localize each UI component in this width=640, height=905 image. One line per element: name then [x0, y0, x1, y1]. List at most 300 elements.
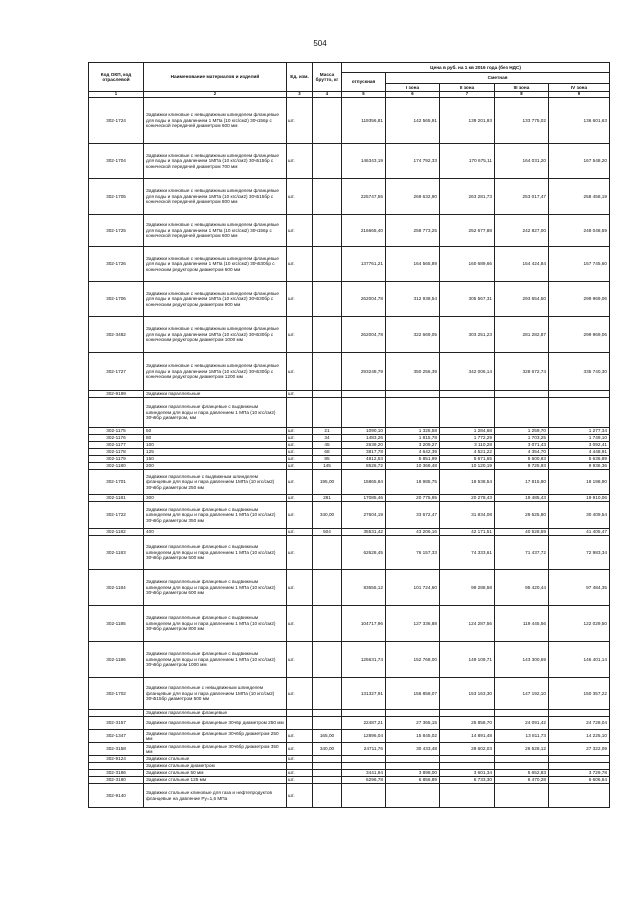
zone-4-price: 9 936,36 — [549, 463, 610, 470]
unit: шт. — [287, 435, 313, 442]
table-row — [89, 529, 610, 536]
header-estimate-price: Сметная — [386, 73, 610, 84]
zone-3-price: 119 445,56 — [495, 606, 549, 642]
unit: шт. — [287, 570, 313, 606]
product-code: 302-1725 — [89, 215, 144, 247]
gross-mass — [313, 763, 342, 770]
zone-3-price: 253 017,47 — [495, 179, 549, 215]
gross-mass — [313, 606, 342, 642]
zone-1-price: 1 815,78 — [386, 435, 440, 442]
product-code: 302-3158 — [89, 743, 144, 756]
unit: шт. — [287, 98, 313, 144]
zone-1-price: 3 209,27 — [386, 442, 440, 449]
zone-3-price: 95 420,44 — [495, 570, 549, 606]
zone-2-price: 74 333,61 — [440, 536, 495, 570]
zone-1-price: 156 858,07 — [386, 678, 440, 710]
release-price: 262004,78 — [342, 317, 386, 353]
zone-4-price: 299 969,06 — [549, 317, 610, 353]
gross-mass — [313, 353, 342, 391]
zone-2-price: 1 772,29 — [440, 435, 495, 442]
zone-4-price: 5 636,89 — [549, 456, 610, 463]
zone-1-price: 152 768,00 — [386, 642, 440, 678]
table-body — [89, 98, 610, 808]
zone-1-price: 10 368,48 — [386, 463, 440, 470]
unit: шт. — [287, 449, 313, 456]
product-name: Задвижки параллельные фланцевые с выдвижным шпинделем для воды и пара давлением 1 МПа (10 кгс/см2) 30ч6бр диаметром 800 мм — [144, 606, 287, 642]
zone-4-price — [549, 784, 610, 808]
table-row — [89, 144, 610, 179]
unit: шт. — [287, 179, 313, 215]
zone-1-price: 258 773,25 — [386, 215, 440, 247]
zone-1-price: 1 325,58 — [386, 428, 440, 435]
unit: шт. — [287, 442, 313, 449]
gross-mass — [313, 570, 342, 606]
product-name: Задвижки параллельные фланцевые с выдвижным шпинделем для воды и пара давлением 1 МПа (10 кгс/см2) 30ч6бр диаметром, мм — [144, 398, 287, 428]
column-number: 6 — [386, 92, 440, 98]
unit: шт. — [287, 456, 313, 463]
zone-3-price: 3 071,43 — [495, 442, 549, 449]
unit: шт. — [287, 470, 313, 495]
zone-2-price: 3 110,28 — [440, 442, 495, 449]
unit: шт. — [287, 215, 313, 247]
gross-mass: 504 — [313, 529, 342, 536]
release-price: 262004,78 — [342, 282, 386, 317]
zone-1-price: 127 336,88 — [386, 606, 440, 642]
product-code: 302-1726 — [89, 247, 144, 282]
zone-2-price: 20 278,43 — [440, 495, 495, 502]
zone-3-price: 17 815,80 — [495, 470, 549, 495]
release-price: 104717,96 — [342, 606, 386, 642]
product-name: Задвижки клиновые с невыдвижным шпинделем фланцевые для воды и пара давлением 1МПа (10 кгс/см2) 30ч515бр с конической передачей диаметром 700 мм — [144, 144, 287, 179]
table-row — [89, 730, 610, 743]
zone-3-price — [495, 710, 549, 717]
product-code — [89, 398, 144, 428]
header-price-group: Цена в руб. на 1 кв 2016 года (без НДС) — [342, 63, 610, 73]
zone-4-price: 30 409,54 — [549, 502, 610, 529]
product-code: 302-9140 — [89, 784, 144, 808]
header-name: Наименование материалов и изделий — [144, 63, 287, 92]
gross-mass — [313, 770, 342, 777]
product-code: 302-1724 — [89, 98, 144, 144]
zone-4-price: 14 225,10 — [549, 730, 610, 743]
table-row — [89, 215, 610, 247]
zone-2-price: 305 567,31 — [440, 282, 495, 317]
product-name: 100 — [144, 442, 287, 449]
table-row — [89, 98, 610, 144]
gross-mass: 45 — [313, 442, 342, 449]
product-name: Задвижки стальные диаметром — [144, 763, 287, 770]
product-name: Задвижки параллельные фланцевые с выдвижным шпинделем для воды и пара давлением 1 МПа (10 кгс/см2) 30ч6бр диаметром 1000 мм — [144, 642, 287, 678]
product-code: 302-1182 — [89, 529, 144, 536]
zone-4-price: 150 357,22 — [549, 678, 610, 710]
table-row — [89, 463, 610, 470]
zone-1-price: 76 157,33 — [386, 536, 440, 570]
table-row — [89, 536, 610, 570]
gross-mass — [313, 642, 342, 678]
gross-mass — [313, 98, 342, 144]
zone-3-price: 19 485,43 — [495, 495, 549, 502]
zone-4-price: 1 749,10 — [549, 435, 610, 442]
zone-1-price: 6 856,89 — [386, 777, 440, 784]
zone-1-price: 164 565,89 — [386, 247, 440, 282]
product-code: 302-1186 — [89, 642, 144, 678]
unit: шт. — [287, 536, 313, 570]
zone-3-price: 4 354,70 — [495, 449, 549, 456]
zone-4-price — [549, 710, 610, 717]
zone-3-price: 164 031,20 — [495, 144, 549, 179]
gross-mass — [313, 536, 342, 570]
zone-2-price: 139 201,93 — [440, 98, 495, 144]
zone-2-price: 170 675,11 — [440, 144, 495, 179]
release-price — [342, 391, 386, 398]
release-price: 131327,91 — [342, 678, 386, 710]
product-code: 302-1178 — [89, 449, 144, 456]
zone-1-price: 18 985,75 — [386, 470, 440, 495]
product-code: 302-1175 — [89, 428, 144, 435]
gross-mass: 195,00 — [313, 470, 342, 495]
gross-mass: 340,00 — [313, 743, 342, 756]
header-unit: Ед. изм. — [287, 63, 313, 92]
table-row — [89, 398, 610, 428]
table-row — [89, 763, 610, 770]
unit — [287, 763, 313, 770]
release-price: 2639,20 — [342, 442, 386, 449]
product-code: 302-1706 — [89, 282, 144, 317]
table-row — [89, 247, 610, 282]
gross-mass — [313, 756, 342, 763]
zone-3-price: 281 282,87 — [495, 317, 549, 353]
zone-4-price: 27 322,09 — [549, 743, 610, 756]
zone-4-price — [549, 398, 610, 428]
release-price: 3817,78 — [342, 449, 386, 456]
zone-3-price: 6 470,28 — [495, 777, 549, 784]
zone-3-price: 29 525,80 — [495, 502, 549, 529]
unit: шт. — [287, 678, 313, 710]
zone-3-price: 26 528,12 — [495, 743, 549, 756]
header-zone-3: III зона — [495, 84, 549, 92]
product-code: 302-9124 — [89, 756, 144, 763]
product-name: Задвижки параллельные — [144, 391, 287, 398]
release-price: 225747,55 — [342, 179, 386, 215]
zone-2-price — [440, 784, 495, 808]
unit: шт. — [287, 784, 313, 808]
product-code — [89, 710, 144, 717]
zone-3-price — [495, 391, 549, 398]
zone-3-price: 13 811,73 — [495, 730, 549, 743]
product-name: Задвижки стальные 50 мм — [144, 770, 287, 777]
zone-4-price: 335 740,30 — [549, 353, 610, 391]
header-zone-2: II зона — [440, 84, 495, 92]
release-price: 293248,79 — [342, 353, 386, 391]
product-name: Задвижки параллельные фланцевые с выдвижным шпинделем для воды и пара давлением 1 МПа (10 кгс/см2) 30ч6бр диаметром 350 мм — [144, 502, 287, 529]
release-price: 119356,81 — [342, 98, 386, 144]
product-code — [89, 763, 144, 770]
zone-1-price — [386, 710, 440, 717]
table-row — [89, 428, 610, 435]
product-name: Задвижки параллельные с выдвижным шпинделем фланцевые для воды и пара давлением 1МПа (10 кгс/см2) 30ч6бр диаметром 250 мм — [144, 470, 287, 495]
product-name: Задвижки клиновые с невыдвижным шпинделем фланцевые для воды и пара давлением 1МПа (10 кгс/см2) 30ч530бр с коническим редуктором диаметром 1000 мм — [144, 317, 287, 353]
product-code: 302-3482 — [89, 317, 144, 353]
table-row — [89, 743, 610, 756]
product-code: 302-1705 — [89, 179, 144, 215]
zone-2-price — [440, 391, 495, 398]
release-price: 8526,72 — [342, 463, 386, 470]
zone-3-price — [495, 398, 549, 428]
release-price: 216665,40 — [342, 215, 386, 247]
zone-4-price: 258 458,19 — [549, 179, 610, 215]
unit: шт. — [287, 495, 313, 502]
product-code: 302-1347 — [89, 730, 144, 743]
zone-1-price: 20 775,95 — [386, 495, 440, 502]
column-number: 4 — [313, 92, 342, 98]
zone-4-price — [549, 763, 610, 770]
zone-3-price — [495, 756, 549, 763]
zone-1-price: 142 565,91 — [386, 98, 440, 144]
unit: шт. — [287, 428, 313, 435]
gross-mass — [313, 144, 342, 179]
zone-2-price — [440, 756, 495, 763]
product-code: 302-3186 — [89, 770, 144, 777]
release-price: 4812,53 — [342, 456, 386, 463]
gross-mass — [313, 317, 342, 353]
zone-4-price: 72 983,34 — [549, 536, 610, 570]
table-row — [89, 717, 610, 730]
table-row — [89, 282, 610, 317]
product-code: 302-1702 — [89, 678, 144, 710]
column-number: 8 — [495, 92, 549, 98]
zone-3-price: 147 192,10 — [495, 678, 549, 710]
column-number: 3 — [287, 92, 313, 98]
zone-3-price: 5 600,83 — [495, 456, 549, 463]
gross-mass: 165,00 — [313, 730, 342, 743]
release-price: 3441,94 — [342, 770, 386, 777]
release-price: 62628,45 — [342, 536, 386, 570]
table-row — [89, 391, 610, 398]
unit: шт. — [287, 282, 313, 317]
release-price: 24711,76 — [342, 743, 386, 756]
gross-mass: 281 — [313, 495, 342, 502]
table-row — [89, 784, 610, 808]
product-code: 302-1701 — [89, 470, 144, 495]
zone-2-price: 124 287,56 — [440, 606, 495, 642]
gross-mass — [313, 282, 342, 317]
release-price: 15865,84 — [342, 470, 386, 495]
unit: шт. — [287, 606, 313, 642]
product-code: 302-3157 — [89, 717, 144, 730]
zone-2-price: 4 521,22 — [440, 449, 495, 456]
product-name: 125 — [144, 449, 287, 456]
zone-3-price: 328 672,74 — [495, 353, 549, 391]
zone-3-price: 5 652,83 — [495, 770, 549, 777]
table-row — [89, 495, 610, 502]
product-code: 302-1185 — [89, 606, 144, 642]
zone-2-price: 25 858,70 — [440, 717, 495, 730]
unit: шт. — [287, 502, 313, 529]
table-row — [89, 710, 610, 717]
table-row — [89, 770, 610, 777]
zone-4-price: 122 029,50 — [549, 606, 610, 642]
release-price: 6296,78 — [342, 777, 386, 784]
column-number: 1 — [89, 92, 144, 98]
product-name: Задвижки клиновые с невыдвижным шпинделем фланцевые для воды и пара давлением 1МПа (10 кгс/см2) 30ч530бр с коническим редуктором диаметром 1200 мм — [144, 353, 287, 391]
product-code: 302-1727 — [89, 353, 144, 391]
table-header — [89, 63, 610, 98]
unit: шт. — [287, 730, 313, 743]
gross-mass: 85 — [313, 456, 342, 463]
product-name: Задвижки стальные клиновые для газа и нефтепродуктов фланцевые на давление Ру=1,6 МПа — [144, 784, 287, 808]
zone-2-price — [440, 398, 495, 428]
product-code: 302-1176 — [89, 435, 144, 442]
unit: шт. — [287, 743, 313, 756]
table-row — [89, 470, 610, 495]
zone-4-price — [549, 756, 610, 763]
unit: шт. — [287, 529, 313, 536]
zone-2-price — [440, 710, 495, 717]
zone-4-price: 157 745,60 — [549, 247, 610, 282]
zone-1-price: 4 642,39 — [386, 449, 440, 456]
zone-1-price: 33 672,47 — [386, 502, 440, 529]
release-price: 17085,46 — [342, 495, 386, 502]
table-row — [89, 456, 610, 463]
gross-mass — [313, 215, 342, 247]
gross-mass: 68 — [313, 449, 342, 456]
gross-mass: 340,00 — [313, 502, 342, 529]
unit — [287, 398, 313, 428]
product-name: Задвижки параллельные фланцевые 30ч6бр диаметром 350 мм — [144, 743, 287, 756]
zone-4-price: 248 048,59 — [549, 215, 610, 247]
table-row — [89, 502, 610, 529]
zone-3-price: 143 300,69 — [495, 642, 549, 678]
release-price: 22487,21 — [342, 717, 386, 730]
table-row — [89, 317, 610, 353]
product-code: 302-1184 — [89, 570, 144, 606]
zone-1-price — [386, 391, 440, 398]
product-name: Задвижки стальные 125 мм — [144, 777, 287, 784]
zone-4-price: 1 277,34 — [549, 428, 610, 435]
zone-4-price: 41 405,47 — [549, 529, 610, 536]
zone-2-price: 149 109,71 — [440, 642, 495, 678]
gross-mass — [313, 678, 342, 710]
zone-4-price: 299 969,06 — [549, 282, 610, 317]
release-price — [342, 398, 386, 428]
header-code: Код ОКП, код отраслевой — [89, 63, 144, 92]
zone-1-price — [386, 398, 440, 428]
column-number: 9 — [549, 92, 610, 98]
column-number: 2 — [144, 92, 287, 98]
product-name: Задвижки клиновые с невыдвижным шпинделем фланцевые для воды и пара давлением 1 МПа (10 кгс/см2) 30ч156р с конической передачей диаметром 600 мм — [144, 215, 287, 247]
release-price: 12896,04 — [342, 730, 386, 743]
release-price — [342, 756, 386, 763]
zone-2-price: 10 120,19 — [440, 463, 495, 470]
product-code: 302-1177 — [89, 442, 144, 449]
column-number: 7 — [440, 92, 495, 98]
zone-3-price — [495, 763, 549, 770]
gross-mass — [313, 398, 342, 428]
zone-3-price: 133 775,02 — [495, 98, 549, 144]
zone-1-price: 43 206,16 — [386, 529, 440, 536]
zone-4-price: 18 198,90 — [549, 470, 610, 495]
zone-3-price: 40 528,59 — [495, 529, 549, 536]
zone-2-price: 1 284,68 — [440, 428, 495, 435]
gross-mass — [313, 247, 342, 282]
zone-2-price: 18 538,54 — [440, 470, 495, 495]
release-price: 146343,19 — [342, 144, 386, 179]
table-row — [89, 642, 610, 678]
table-row — [89, 678, 610, 710]
gross-mass — [313, 717, 342, 730]
table-row — [89, 756, 610, 763]
zone-4-price: 146 401,14 — [549, 642, 610, 678]
zone-2-price: 42 171,51 — [440, 529, 495, 536]
product-name: 150 — [144, 456, 287, 463]
zone-2-price: 99 288,58 — [440, 570, 495, 606]
table-row — [89, 449, 610, 456]
product-name: Задвижки параллельные фланцевые с выдвижным шпинделем для воды и пара давлением 1 МПа (10 кгс/см2) 30ч6бр диаметром 600 мм — [144, 570, 287, 606]
zone-1-price: 15 845,02 — [386, 730, 440, 743]
release-price: 125631,74 — [342, 642, 386, 678]
product-code: 302-9199 — [89, 391, 144, 398]
zone-1-price: 174 792,33 — [386, 144, 440, 179]
header-mass: Масса брутто, кг — [313, 63, 342, 92]
header-zone-1: I зона — [386, 84, 440, 92]
zone-2-price: 28 602,03 — [440, 743, 495, 756]
zone-1-price — [386, 763, 440, 770]
zone-3-price: 293 654,50 — [495, 282, 549, 317]
unit: шт. — [287, 247, 313, 282]
unit: шт. — [287, 144, 313, 179]
unit — [287, 710, 313, 717]
gross-mass — [313, 391, 342, 398]
product-code: 302-1183 — [89, 536, 144, 570]
unit: шт. — [287, 642, 313, 678]
product-name: Задвижки параллельные фланцевые с выдвижным шпинделем для воды и пара давлением 1 МПа (10 кгс/см2) 30ч6бр диаметром 500 мм — [144, 536, 287, 570]
zone-2-price: 303 251,23 — [440, 317, 495, 353]
unit: шт. — [287, 770, 313, 777]
zone-2-price: 252 677,88 — [440, 215, 495, 247]
zone-2-price: 14 891,48 — [440, 730, 495, 743]
zone-1-price — [386, 784, 440, 808]
zone-1-price: 101 724,60 — [386, 570, 440, 606]
zone-3-price: 1 259,70 — [495, 428, 549, 435]
zone-4-price: 3 092,41 — [549, 442, 610, 449]
zone-3-price: 242 827,00 — [495, 215, 549, 247]
zone-2-price: 5 671,65 — [440, 456, 495, 463]
zone-1-price: 322 669,05 — [386, 317, 440, 353]
zone-2-price: 31 834,08 — [440, 502, 495, 529]
product-code: 302-1704 — [89, 144, 144, 179]
gross-mass: 21 — [313, 428, 342, 435]
release-price — [342, 710, 386, 717]
product-name: 200 — [144, 463, 287, 470]
zone-2-price — [440, 763, 495, 770]
release-price — [342, 784, 386, 808]
release-price: 137761,21 — [342, 247, 386, 282]
gross-mass — [313, 710, 342, 717]
zone-3-price: 71 437,72 — [495, 536, 549, 570]
zone-4-price: 19 910,06 — [549, 495, 610, 502]
gross-mass — [313, 777, 342, 784]
product-name: Задвижки параллельные фланцевые 30ч6бр диаметром 250 мм — [144, 730, 287, 743]
zone-3-price: 9 725,93 — [495, 463, 549, 470]
column-number: 5 — [342, 92, 386, 98]
unit: шт. — [287, 353, 313, 391]
product-name: Задвижки клиновые с невыдвижным шпинделем фланцевые для воды и пара давлением 1МПа (10 кгс/см2) 30ч515бр с конической передачей диаметром 800 мм — [144, 179, 287, 215]
zone-2-price: 3 601,34 — [440, 770, 495, 777]
header-zone-4: IV зона — [549, 84, 610, 92]
release-price: 1090,10 — [342, 428, 386, 435]
table-row — [89, 353, 610, 391]
product-name: 80 — [144, 435, 287, 442]
